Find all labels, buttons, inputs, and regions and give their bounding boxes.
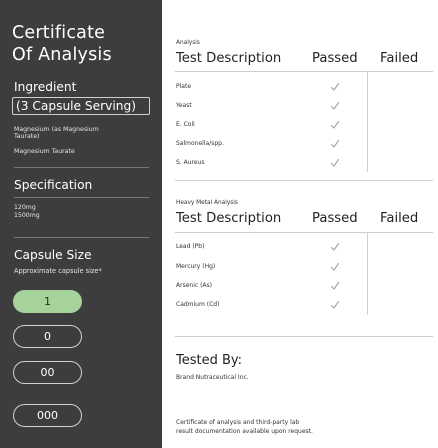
serving-label: (3 Capsule Serving) [12, 97, 150, 115]
check-icon [330, 158, 340, 168]
check-icon [330, 242, 340, 252]
capsule-size-00[interactable]: 00 [13, 361, 82, 384]
analysis-row-name: Plate [176, 83, 192, 90]
ingredient-item: Taurate) [14, 133, 40, 140]
capsule-size-1[interactable]: 1 [13, 290, 82, 313]
heavy-metal-column-divider [367, 232, 368, 315]
check-icon [330, 300, 340, 310]
divider [14, 167, 149, 168]
heavy-metal-header-rule [175, 232, 433, 233]
analysis-row-name: Salmonella/spp. [176, 140, 224, 147]
check-icon [330, 139, 340, 149]
analysis-col-passed: Passed [312, 51, 358, 66]
specification-item: 120mg [14, 204, 36, 211]
footnote-line: Certificate of analysis and third-party lab [176, 419, 300, 426]
analysis-header-rule [175, 71, 433, 72]
heavy-metal-row-name: Arsenic (As) [176, 282, 212, 289]
analysis-col-description: Test Description [176, 51, 282, 66]
heavy-metal-row-name: Mercury (Hg) [176, 263, 216, 270]
section-divider [175, 336, 433, 337]
analysis-column-divider [367, 71, 368, 172]
ingredient-item: Magnesium (as Magnesium [14, 126, 99, 133]
section-divider [175, 180, 433, 181]
check-icon [330, 101, 340, 111]
analysis-col-failed: Failed [380, 51, 419, 66]
check-icon [330, 281, 340, 291]
analysis-section-label: Analysis [176, 40, 200, 46]
tested-by-heading: Tested By: [176, 353, 243, 368]
heavy-metal-section-label: Heavy Metal Analysis [176, 200, 238, 206]
footnote-line: result documentation available upon request. [176, 428, 313, 435]
left-panel [0, 0, 162, 448]
check-icon [330, 82, 340, 92]
analysis-row-name: E. Coli [176, 121, 195, 128]
heavy-metal-col-passed: Passed [312, 211, 358, 226]
capsule-size-subtitle: Approximate capsule size* [14, 267, 102, 275]
certificate-title-line2: Of Analysis [12, 45, 112, 65]
specification-item: 1500mg [14, 212, 40, 219]
divider [14, 237, 149, 238]
divider [14, 197, 149, 198]
tested-by-company: Brand Nutraceutical Inc. [176, 374, 249, 381]
analysis-row-name: S. Aureus [176, 159, 205, 166]
heavy-metal-row-name: Lead (Pb) [176, 243, 205, 250]
check-icon [330, 120, 340, 130]
heavy-metal-col-description: Test Description [176, 211, 282, 226]
heavy-metal-col-failed: Failed [380, 211, 419, 226]
analysis-row-name: Yeast [176, 102, 192, 109]
check-icon [330, 262, 340, 272]
capsule-size-heading: Capsule Size [14, 248, 92, 262]
capsule-size-0[interactable]: 0 [13, 325, 82, 348]
capsule-size-000[interactable]: 000 [13, 404, 82, 427]
specification-heading: Specification [14, 178, 93, 192]
heavy-metal-row-name: Cadmium (Cd) [176, 301, 220, 308]
ingredient-heading: Ingredient [14, 80, 77, 94]
certificate-title-line1: Certificate [12, 23, 106, 43]
ingredient-item: Magnesium Taurate [14, 148, 75, 155]
